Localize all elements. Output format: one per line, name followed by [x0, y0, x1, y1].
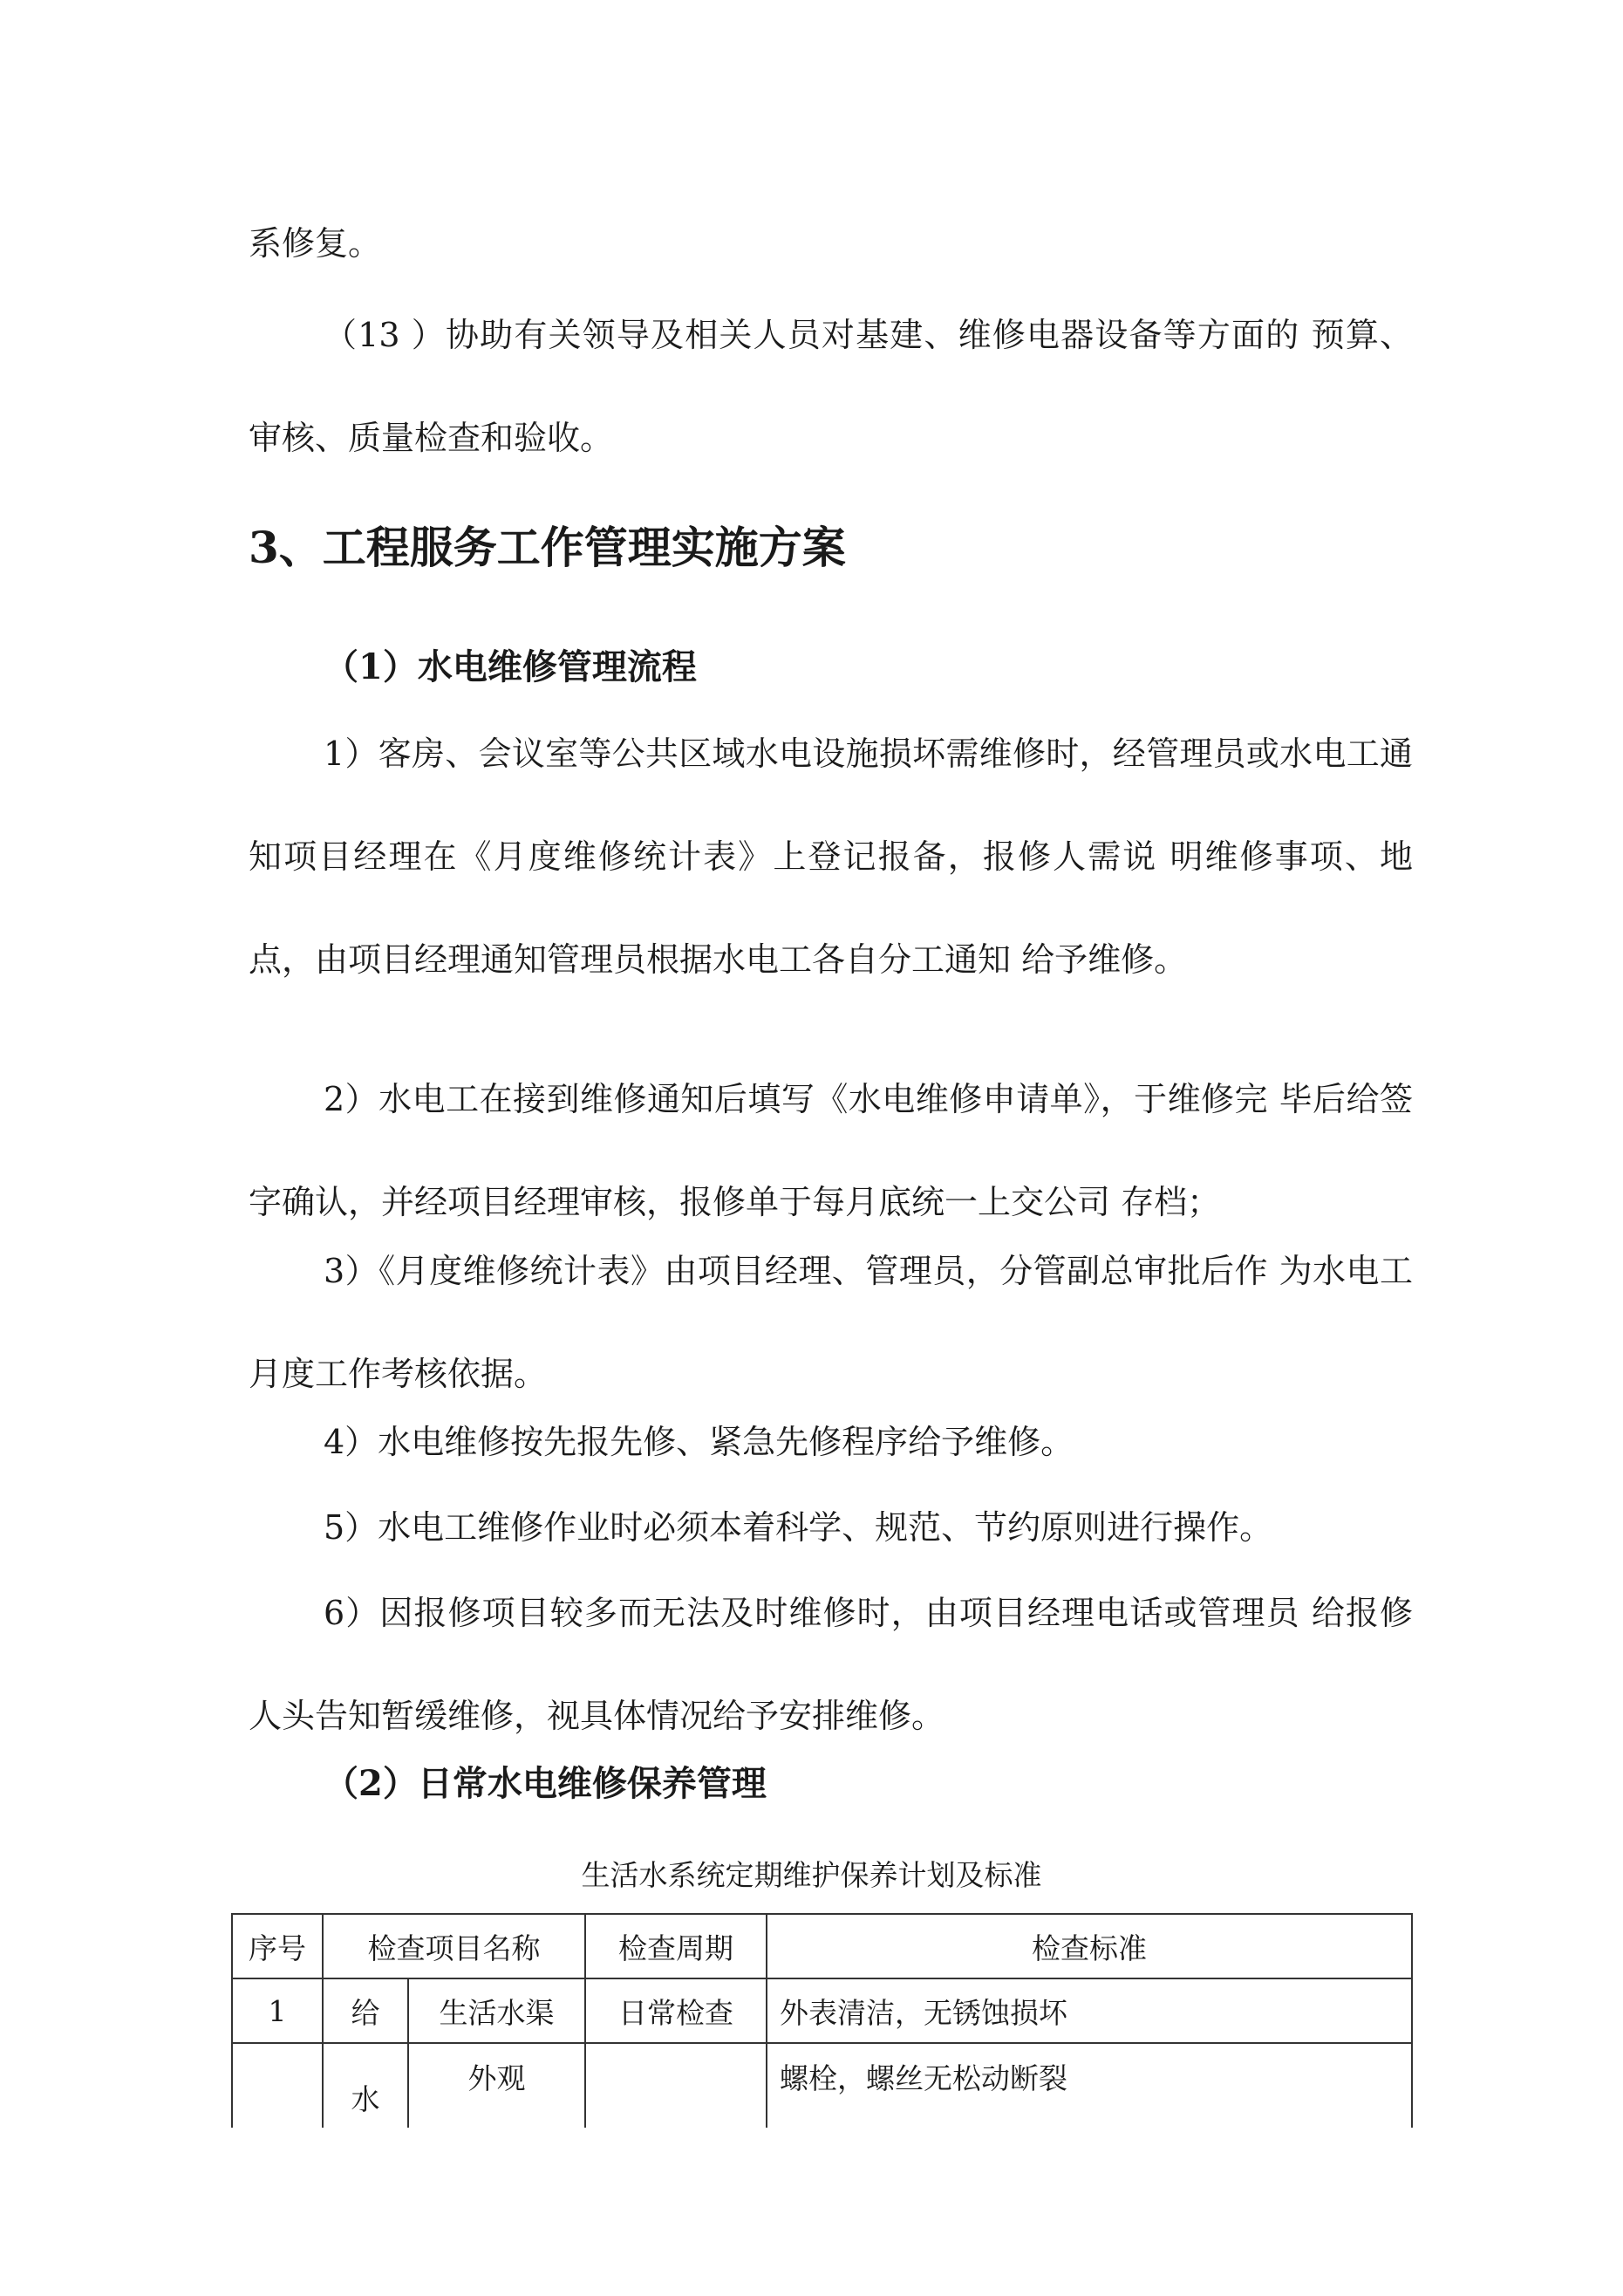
- table-header-row: [232, 1914, 1412, 1978]
- paragraph-step-6: 6）因报修项目较多而无法及时维修时，由项目经理电话或管理员 给报修人头告知暂缓维修，视具体情况给予安排维修。: [249, 1594, 1413, 1735]
- table-row: [232, 1978, 1412, 2043]
- cell-item: 生活水渠: [408, 1978, 585, 2043]
- paragraph-step-5: 5）水电工维修作业时必须本着科学、规范、节约原则进行操作。: [324, 1508, 1273, 1547]
- cell-period: 日常检查: [585, 1978, 767, 2043]
- header-no: 序号: [232, 1914, 323, 1978]
- section-heading: 3、工程服务工作管理实施方案: [249, 522, 846, 573]
- paragraph-continuation: 系修复。: [249, 224, 382, 263]
- paragraph-step-4: 4）水电维修按先报先修、紧急先修程序给予维修。: [324, 1423, 1074, 1461]
- cell-standard: 螺栓，螺丝无松动断裂: [767, 2043, 1412, 2128]
- paragraph-step-1: 1）客房、会议室等公共区域水电设施损坏需维修时，经管理员或水电工通知项目经理在《月度维修统计表》上登记报备，报修人需说 明维修事项、地点，由项目经理通知管理员根据水电工各自分工通知 给予维修。: [249, 735, 1413, 979]
- cell-category: 水: [323, 2043, 408, 2128]
- maintenance-table: [231, 1913, 1413, 2128]
- paragraph-step-2: 2）水电工在接到维修通知后填写《水电维修申请单》，于维修完 毕后给签字确认，并经项目经理审核，报修单于每月底统一上交公司 存档；: [249, 1080, 1413, 1221]
- header-standard: 检查标准: [767, 1914, 1412, 1978]
- cell-no: 1: [232, 1978, 323, 2043]
- table-row: [232, 2043, 1412, 2128]
- paragraph-item-13: （13 ）协助有关领导及相关人员对基建、维修电器设备等方面的 预算、审核、质量检查和验收。: [249, 316, 1413, 457]
- cell-period: [585, 2043, 767, 2128]
- cell-item: 外观: [408, 2043, 585, 2128]
- subheading-daily-maintenance: （2）日常水电维修保养管理: [324, 1763, 767, 1804]
- cell-category: 给: [323, 1978, 408, 2043]
- cell-no: [232, 2043, 323, 2128]
- paragraph-step-3: 3）《月度维修统计表》由项目经理、管理员，分管副总审批后作 为水电工月度工作考核依据。: [249, 1252, 1413, 1393]
- header-period: 检查周期: [585, 1914, 767, 1978]
- cell-standard: 外表清洁，无锈蚀损坏: [767, 1978, 1412, 2043]
- subheading-repair-process: （1）水电维修管理流程: [324, 646, 697, 687]
- table-caption: 生活水系统定期维护保养计划及标准: [581, 1858, 1042, 1892]
- header-item-name: 检查项目名称: [323, 1914, 585, 1978]
